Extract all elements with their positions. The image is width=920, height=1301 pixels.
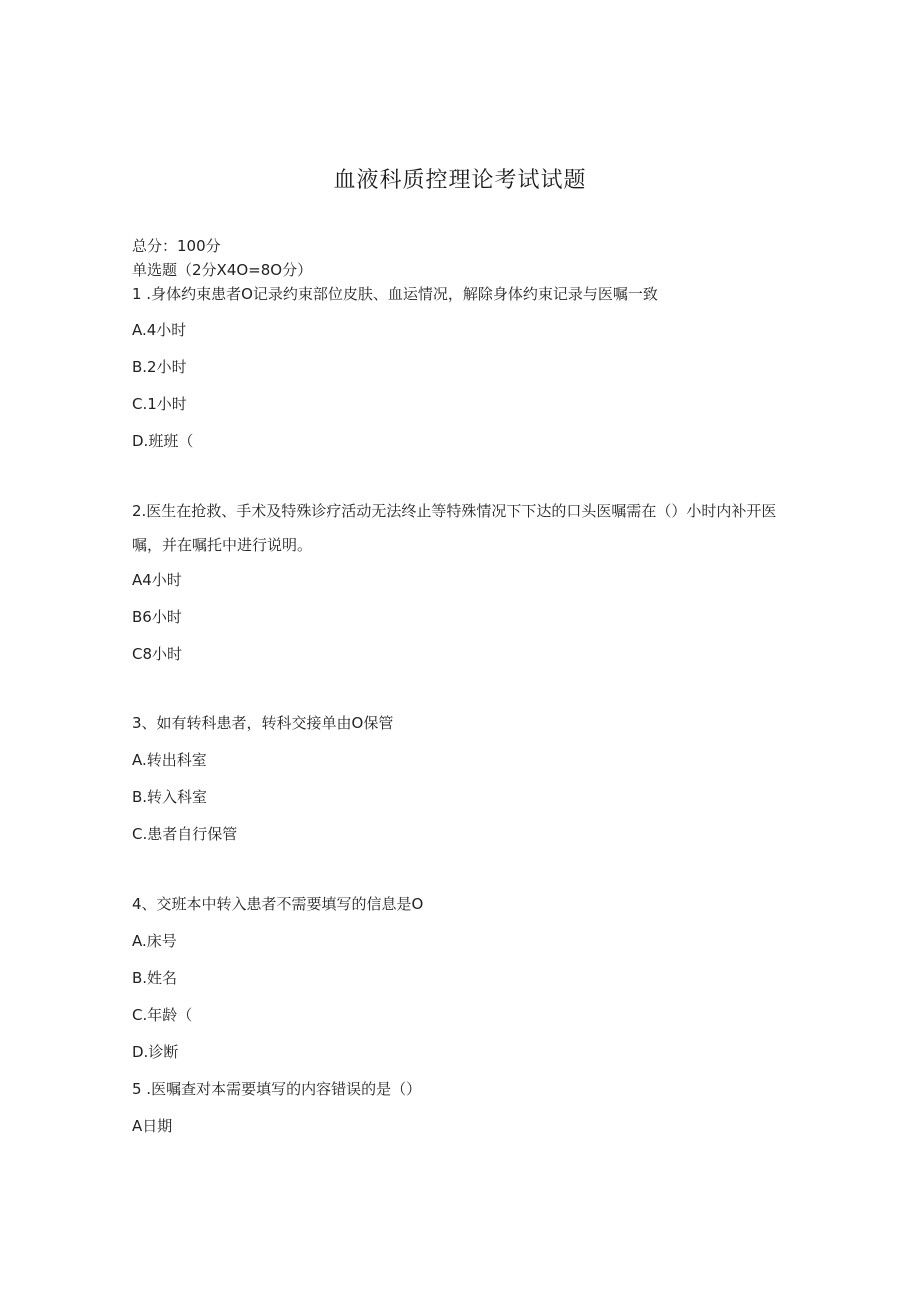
question-4-option-d: D.诊断 (132, 1043, 179, 1061)
question-5-stem: 5 .医嘱查对本需要填写的内容错误的是（） (132, 1080, 422, 1098)
question-4-option-a: A.床号 (132, 932, 177, 950)
question-1-stem: 1 .身体约束患者O记录约束部位皮肤、血运情况，解除身体约束记录与医嘱一致 (132, 285, 658, 303)
question-2-stem: 2.医生在抢救、手术及特殊诊疗活动无法终止等特殊情况下下达的口头医嘱需在（）小时内补开医嘱，并在嘱托中进行说明。 (132, 502, 777, 554)
section-heading: 单选题（2分X4O=8O分） (132, 261, 313, 279)
question-1-option-c: C.1小时 (132, 395, 187, 413)
question-5-option-a: A日期 (132, 1117, 173, 1135)
question-4-option-b: B.姓名 (132, 969, 178, 987)
question-3-stem: 3、如有转科患者，转科交接单由O保管 (132, 714, 394, 732)
total-score: 总分：100分 (132, 237, 221, 255)
question-3-option-c: C.患者自行保管 (132, 825, 238, 843)
page-title: 血液科质控理论考试试题 (333, 168, 587, 193)
question-3-option-a: A.转出科室 (132, 751, 207, 769)
question-4-option-c: C.年龄（ (132, 1006, 193, 1024)
question-1-option-d: D.班班（ (132, 432, 194, 450)
question-4-stem: 4、交班本中转入患者不需要填写的信息是O (132, 895, 424, 913)
question-2-option-c: C8小时 (132, 645, 183, 663)
question-1-option-b: B.2小时 (132, 358, 187, 376)
question-1-option-a: A.4小时 (132, 321, 187, 339)
question-2-option-a: A4小时 (132, 571, 182, 589)
question-3-option-b: B.转入科室 (132, 788, 208, 806)
question-2-option-b: B6小时 (132, 608, 182, 626)
